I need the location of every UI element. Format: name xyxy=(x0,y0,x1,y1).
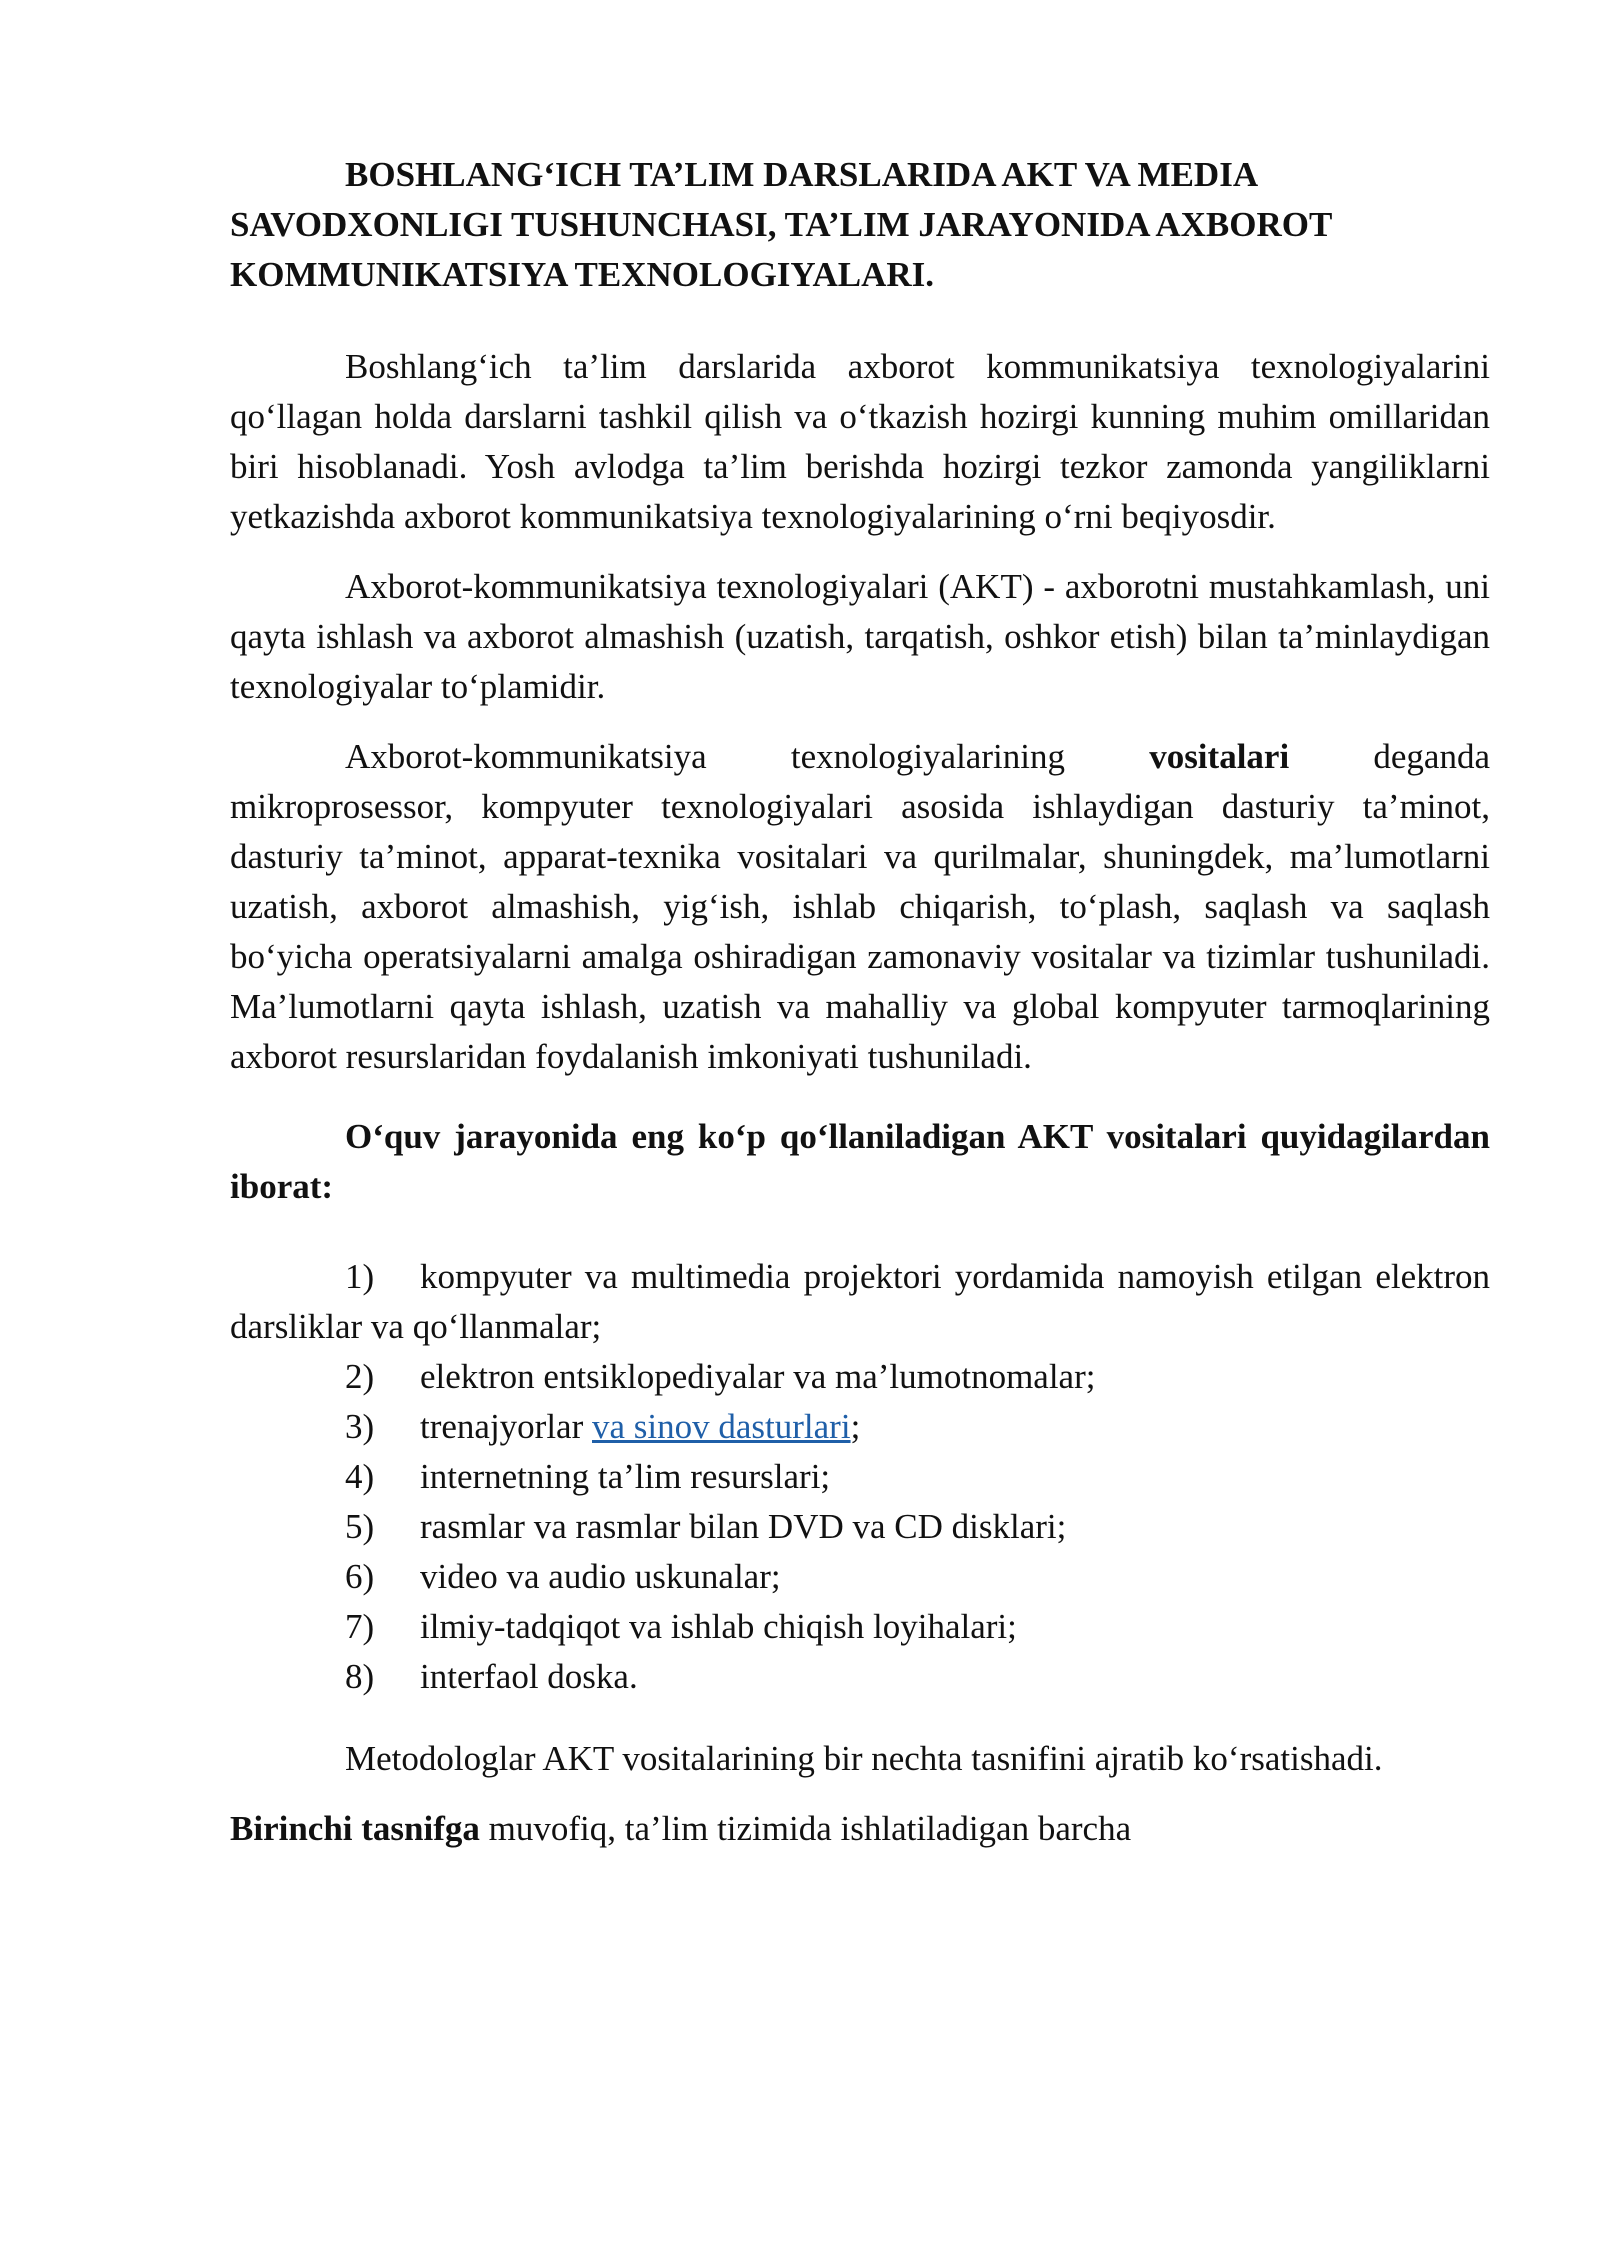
paragraph-text: deganda mikroprosessor, kompyuter texnologiyalari asosida ishlaydigan dasturiy ta’minot, dasturiy ta’minot, apparat-texnika vositalari va qurilmalar, shuningdek, ma’lumotlarni uzatish, axborot almashish, yig‘ish, ishlab chiqarish, to‘plash, saqlash va saqlash bo‘yicha operatsiyalarni amalga oshiradigan zamonaviy vositalar va tizimlar tushuniladi. Ma’lumotlarni qayta ishlash, uzatish va mahalliy va global kompyuter tarmoqlarining axborot resurslaridan foydalanish imkoniyati tushuniladi. xyxy=(230,737,1490,1076)
list-text: kompyuter va multimedia projektori yordamida namoyish etilgan elektron darsliklar va qo‘llanmalar; xyxy=(230,1257,1490,1346)
section-heading: O‘quv jarayonida eng ko‘p qo‘llaniladigan AKT vositalari quyidagilardan iborat: xyxy=(230,1117,1490,1206)
list-text-part: ; xyxy=(850,1407,861,1446)
list-number: 2) xyxy=(345,1357,375,1396)
list-item xyxy=(230,1602,1490,1652)
list-item xyxy=(230,1352,1490,1402)
list-number: 8) xyxy=(345,1657,375,1696)
paragraph-intro: Boshlang‘ich ta’lim darslarida axborot kommunikatsiya texnologiyalarini qo‘llagan holda darslarni tashkil qilish va o‘tkazish hozirgi kunning muhim omillaridan biri hisoblanadi. Yosh avlodga ta’lim berishda hozirgi tezkor zamonda yangiliklarni yetkazishda axborot kommunikatsiya texnologiyalarining o‘rni beqiyosdir. xyxy=(230,347,1490,536)
bold-term: vositalari xyxy=(1149,737,1290,776)
list-item xyxy=(230,1502,1490,1552)
list-text: rasmlar va rasmlar bilan DVD va CD disklari; xyxy=(420,1507,1067,1546)
document-page xyxy=(230,150,1490,1874)
list-item xyxy=(230,1452,1490,1502)
list-text: internetning ta’lim resurslari; xyxy=(420,1457,831,1496)
paragraph-classifications: Metodologlar AKT vositalarining bir nechta tasnifini ajratib ko‘rsatishadi. xyxy=(345,1739,1383,1778)
sinov-dasturlari-link[interactable]: va sinov dasturlari xyxy=(592,1407,851,1446)
list-item xyxy=(230,1252,1490,1352)
list-number: 4) xyxy=(345,1457,375,1496)
list-text: elektron entsiklopediyalar va ma’lumotnomalar; xyxy=(420,1357,1096,1396)
list-text: interfaol doska. xyxy=(420,1657,638,1696)
list-item xyxy=(230,1402,1490,1452)
akt-tools-list xyxy=(230,1252,1490,1702)
list-number: 7) xyxy=(345,1607,375,1646)
list-text: ilmiy-tadqiqot va ishlab chiqish loyihalari; xyxy=(420,1607,1017,1646)
list-text-part: trenajyorlar xyxy=(420,1407,592,1446)
paragraph-text: Axborot-kommunikatsiya texnologiyalarining xyxy=(345,737,1150,776)
bold-term: Birinchi tasnifga xyxy=(230,1809,480,1848)
document-title: BOSHLANG‘ICH TA’LIM DARSLARIDA AKT VA MEDIA SAVODXONLIGI TUSHUNCHASI, TA’LIM JARAYONIDA AXBOROT KOMMUNIKATSIYA TEXNOLOGIYALARI. xyxy=(230,155,1332,294)
paragraph-akt-definition: Axborot-kommunikatsiya texnologiyalari (AKT) - axborotni mustahkamlash, uni qayta ishlash va axborot almashish (uzatish, tarqatish, oshkor etish) bilan ta’minlaydigan texnologiyalar to‘plamidir. xyxy=(230,567,1490,706)
list-number: 3) xyxy=(345,1407,375,1446)
list-number: 5) xyxy=(345,1507,375,1546)
paragraph-akt-tools xyxy=(230,732,1490,1082)
paragraph-first-classification xyxy=(230,1804,1490,1854)
list-number: 1) xyxy=(345,1257,375,1296)
list-item xyxy=(230,1552,1490,1602)
list-number: 6) xyxy=(345,1557,375,1596)
list-item xyxy=(230,1652,1490,1702)
list-text: video va audio uskunalar; xyxy=(420,1557,781,1596)
paragraph-text: muvofiq, ta’lim tizimida ishlatiladigan barcha xyxy=(479,1809,1132,1848)
list-text xyxy=(420,1402,1490,1452)
